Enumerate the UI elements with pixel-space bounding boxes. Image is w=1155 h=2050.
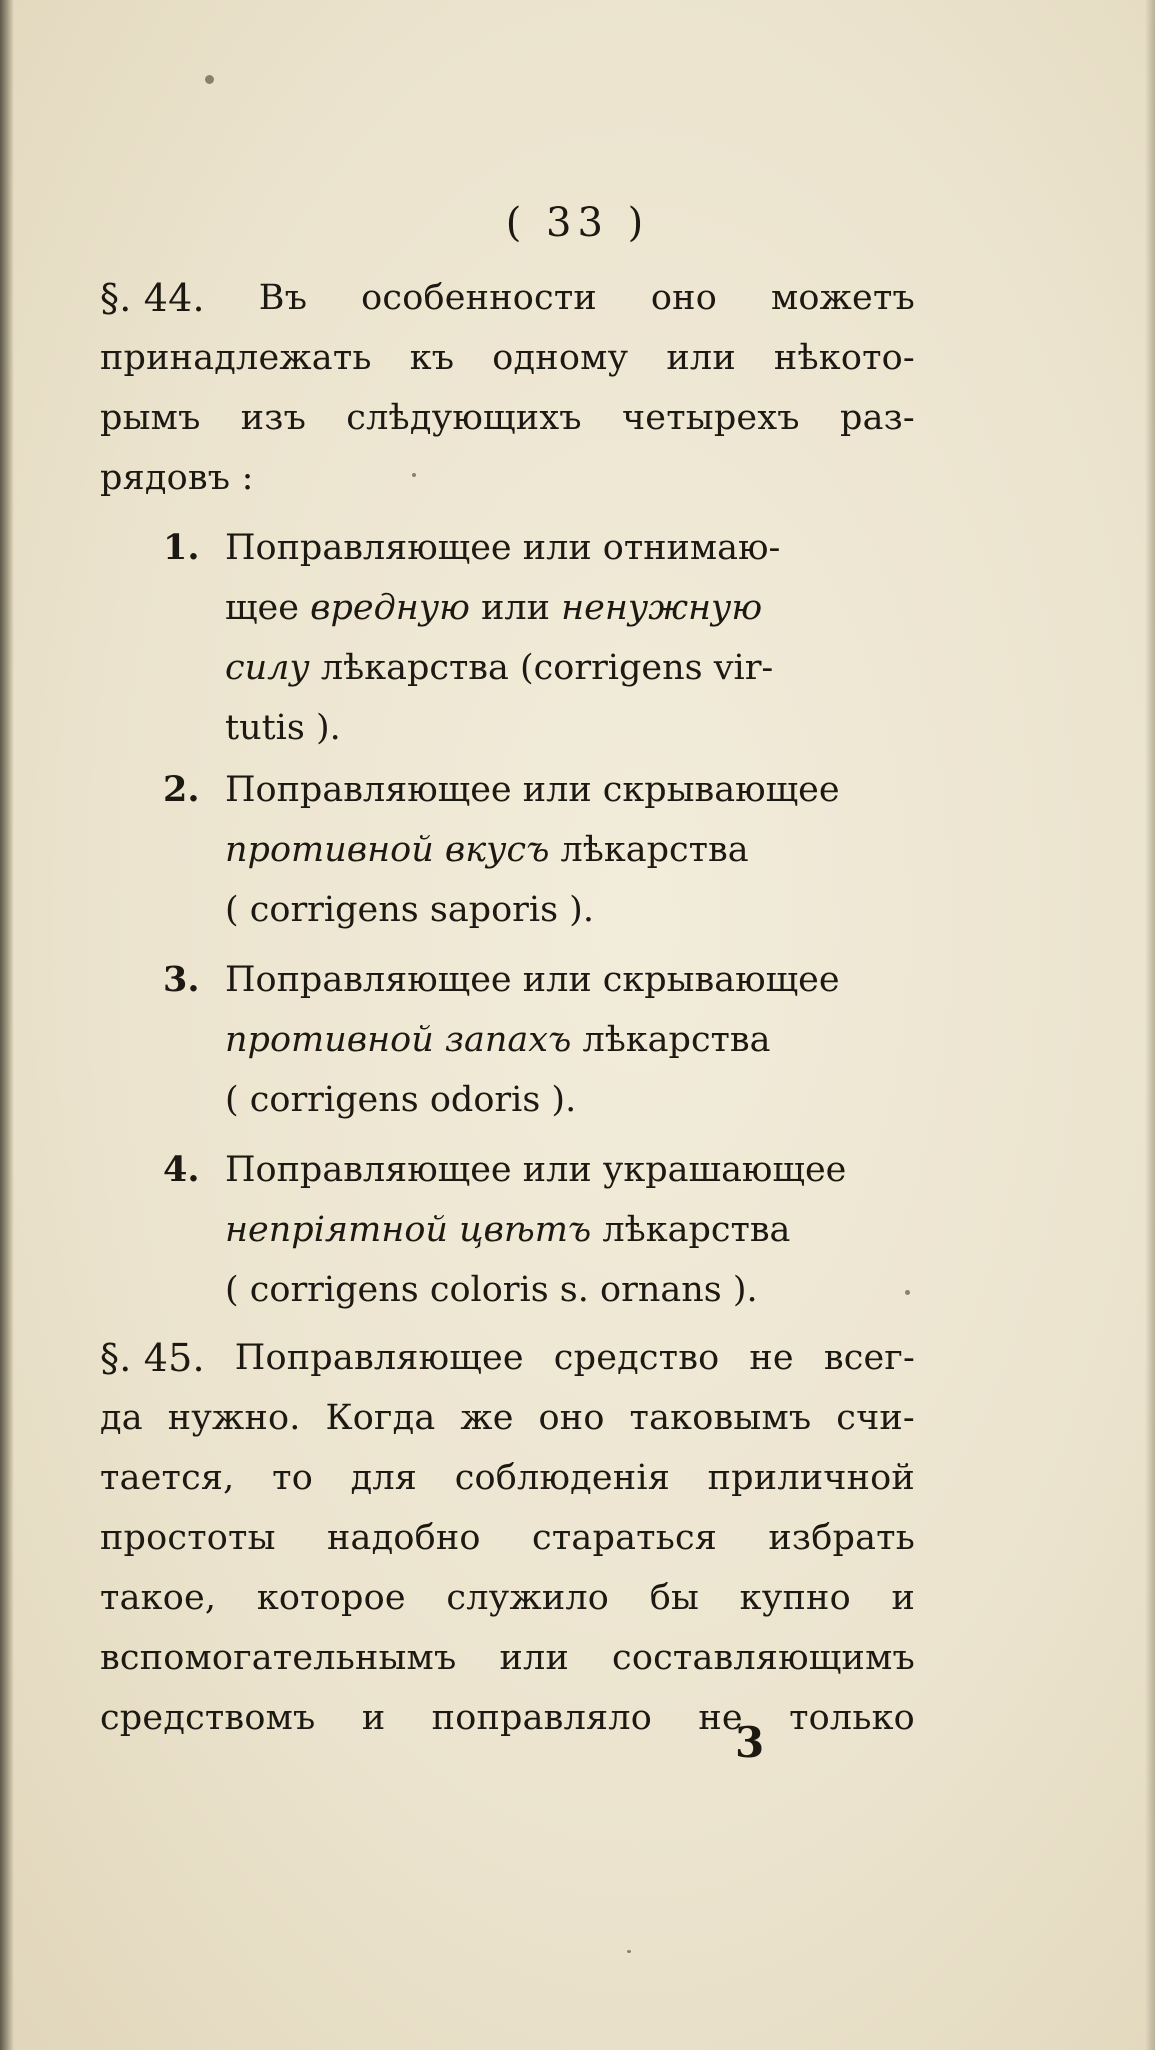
item-line bbox=[225, 1200, 915, 1260]
italic-term: непріятной цвѣтъ bbox=[225, 1210, 592, 1250]
word: надобно bbox=[327, 1518, 481, 1558]
word: слѣдующихъ bbox=[346, 398, 582, 438]
paragraph-line bbox=[100, 1448, 915, 1508]
word: соблюденія bbox=[454, 1458, 671, 1498]
item-line: Поправляющее или скрывающее bbox=[225, 770, 840, 810]
word: оно bbox=[650, 278, 717, 318]
word: для bbox=[350, 1458, 418, 1498]
word: поправляло bbox=[431, 1698, 652, 1738]
word: и bbox=[891, 1578, 915, 1618]
paragraph-line bbox=[100, 268, 915, 328]
page-edge-right bbox=[1145, 0, 1155, 2050]
word: купно bbox=[739, 1578, 851, 1618]
word: которое bbox=[256, 1578, 406, 1618]
word: таковымъ bbox=[629, 1398, 812, 1438]
word: вспомогательнымъ bbox=[100, 1638, 457, 1678]
text-run: лѣкарства bbox=[549, 830, 749, 870]
word: раз- bbox=[839, 398, 915, 438]
text-run: щее bbox=[225, 588, 311, 628]
word: не bbox=[749, 1338, 794, 1378]
text-run: лѣкарства bbox=[591, 1210, 791, 1250]
italic-term: силу bbox=[225, 648, 310, 688]
word: особенности bbox=[361, 278, 597, 318]
word: рядовъ : bbox=[100, 458, 254, 498]
page-edge-shadow bbox=[0, 0, 14, 2050]
list-item-3 bbox=[163, 950, 915, 1130]
word: средствомъ bbox=[100, 1698, 316, 1738]
signature-mark: 3 bbox=[735, 1718, 765, 1767]
word: составляющимъ bbox=[612, 1638, 915, 1678]
word: то bbox=[272, 1458, 313, 1498]
list-item-1 bbox=[163, 518, 915, 758]
item-line: Поправляющее или отнимаю- bbox=[225, 528, 781, 568]
list-number: 1. bbox=[163, 527, 200, 568]
item-line bbox=[225, 578, 915, 638]
italic-term: противной вкусъ bbox=[225, 830, 550, 870]
italic-term: ненужную bbox=[561, 588, 763, 628]
word: приличной bbox=[707, 1458, 915, 1498]
paragraph-line bbox=[100, 1568, 915, 1628]
item-line bbox=[225, 820, 915, 880]
word: счи- bbox=[836, 1398, 915, 1438]
paragraph-line bbox=[100, 1508, 915, 1568]
word: и bbox=[361, 1698, 386, 1738]
word: простоты bbox=[100, 1518, 276, 1558]
section-mark: §. 44. bbox=[100, 276, 205, 320]
item-line: ( corrigens coloris s. ornans ). bbox=[225, 1270, 758, 1310]
paragraph-line bbox=[100, 1688, 915, 1748]
paragraph-line bbox=[100, 388, 915, 448]
page-number-header: ( 33 ) bbox=[505, 200, 650, 246]
paragraph-line bbox=[100, 328, 915, 388]
word: избрать bbox=[768, 1518, 915, 1558]
word: нужно. bbox=[167, 1398, 301, 1438]
text-run: лѣкарства bbox=[571, 1020, 771, 1060]
item-line: Поправляющее или скрывающее bbox=[225, 960, 840, 1000]
word: изъ bbox=[240, 398, 307, 438]
list-number: 2. bbox=[163, 769, 200, 810]
word: же bbox=[460, 1398, 514, 1438]
paragraph-line bbox=[100, 448, 915, 508]
word: Поправляющее bbox=[234, 1338, 524, 1378]
text-run: или bbox=[469, 588, 562, 628]
word: не bbox=[698, 1698, 743, 1738]
word: Когда bbox=[325, 1398, 436, 1438]
section-mark: §. 45. bbox=[100, 1336, 205, 1380]
item-line: Поправляющее или украшающее bbox=[225, 1150, 847, 1190]
word: или bbox=[499, 1638, 569, 1678]
section-45 bbox=[100, 1328, 915, 1748]
paragraph-line bbox=[100, 1628, 915, 1688]
section-44 bbox=[100, 268, 915, 508]
word: да bbox=[100, 1398, 143, 1438]
list-item-4 bbox=[163, 1140, 915, 1320]
item-line: tutis ). bbox=[225, 708, 341, 748]
paper-speck bbox=[205, 75, 214, 84]
word: четырехъ bbox=[621, 398, 800, 438]
text-run: лѣкарства (corrigens vir- bbox=[309, 648, 774, 688]
word: оно bbox=[538, 1398, 605, 1438]
word: тается, bbox=[100, 1458, 235, 1498]
word: всег- bbox=[823, 1338, 915, 1378]
italic-term: вредную bbox=[310, 588, 470, 628]
list-item-2 bbox=[163, 760, 915, 940]
word: одному bbox=[492, 338, 629, 378]
paragraph-line bbox=[100, 1388, 915, 1448]
paragraph-line bbox=[100, 1328, 915, 1388]
word: стараться bbox=[532, 1518, 718, 1558]
item-line bbox=[225, 638, 915, 698]
paper-speck bbox=[627, 1950, 631, 1953]
item-line bbox=[225, 1010, 915, 1070]
item-line: ( corrigens saporis ). bbox=[225, 890, 594, 930]
word: Въ bbox=[258, 278, 308, 318]
list-number: 3. bbox=[163, 959, 200, 1000]
item-line: ( corrigens odoris ). bbox=[225, 1080, 577, 1120]
word: служило bbox=[446, 1578, 610, 1618]
word: бы bbox=[649, 1578, 700, 1618]
list-number: 4. bbox=[163, 1149, 200, 1190]
word: только bbox=[789, 1698, 915, 1738]
word: принадлежать bbox=[100, 338, 372, 378]
italic-term: противной запахъ bbox=[225, 1020, 572, 1060]
word: средство bbox=[553, 1338, 720, 1378]
word: или bbox=[666, 338, 736, 378]
word: такое, bbox=[100, 1578, 217, 1618]
word: можетъ bbox=[770, 278, 915, 318]
word: рымъ bbox=[100, 398, 201, 438]
word: къ bbox=[409, 338, 455, 378]
word: нѣкото- bbox=[773, 338, 915, 378]
